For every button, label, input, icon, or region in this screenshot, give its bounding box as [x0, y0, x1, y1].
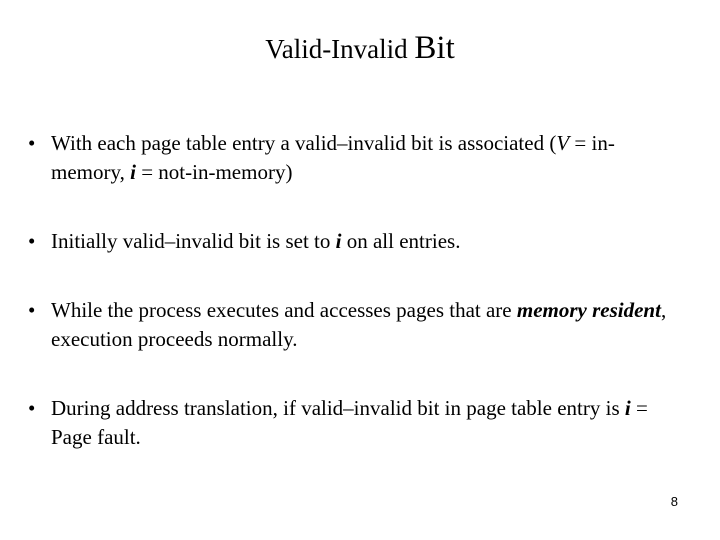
- bullet-marker: •: [28, 229, 36, 253]
- bullet-item: [28, 129, 688, 187]
- bullet-text: [51, 129, 688, 187]
- bullet-text-segment: memory resident: [516, 298, 661, 322]
- bullet-text-segment: i: [624, 396, 631, 420]
- bullet-text-segment: , execution proceeds normally.: [51, 298, 667, 351]
- bullet-text-segment: i: [335, 229, 342, 253]
- slide-title-last-word: Bit: [414, 30, 455, 66]
- bullet-item: [28, 296, 688, 354]
- bullet-text: [51, 394, 688, 452]
- bullet-marker: •: [28, 131, 36, 155]
- bullet-text-segment: = not-in-memory): [135, 160, 293, 184]
- bullet-marker: •: [28, 298, 36, 322]
- bullet-marker: •: [28, 396, 36, 420]
- bullet-text-segment: During address translation, if valid–invalid bit in page table entry is: [51, 396, 625, 420]
- bullet-item: [28, 394, 688, 452]
- slide-title-text: Valid-Invalid: [265, 34, 415, 64]
- bullet-text: [51, 296, 688, 354]
- bullet-text-segment: = Page fault.: [51, 396, 648, 449]
- slide-title: [0, 28, 720, 69]
- bullet-text-segment: V: [556, 131, 570, 155]
- bullet-item: [28, 227, 688, 256]
- bullet-text-segment: Initially valid–invalid bit is set to: [51, 229, 336, 253]
- bullet-text-segment: = in-memory,: [51, 131, 615, 184]
- bullet-text: [51, 227, 688, 256]
- bullet-text-segment: on all entries.: [341, 229, 461, 253]
- bullet-text-segment: While the process executes and accesses pages that are: [51, 298, 517, 322]
- bullet-text-segment: i: [130, 160, 136, 184]
- page-number: 8: [670, 494, 678, 509]
- bullet-text-segment: With each page table entry a valid–invalid bit is associated (: [51, 131, 557, 155]
